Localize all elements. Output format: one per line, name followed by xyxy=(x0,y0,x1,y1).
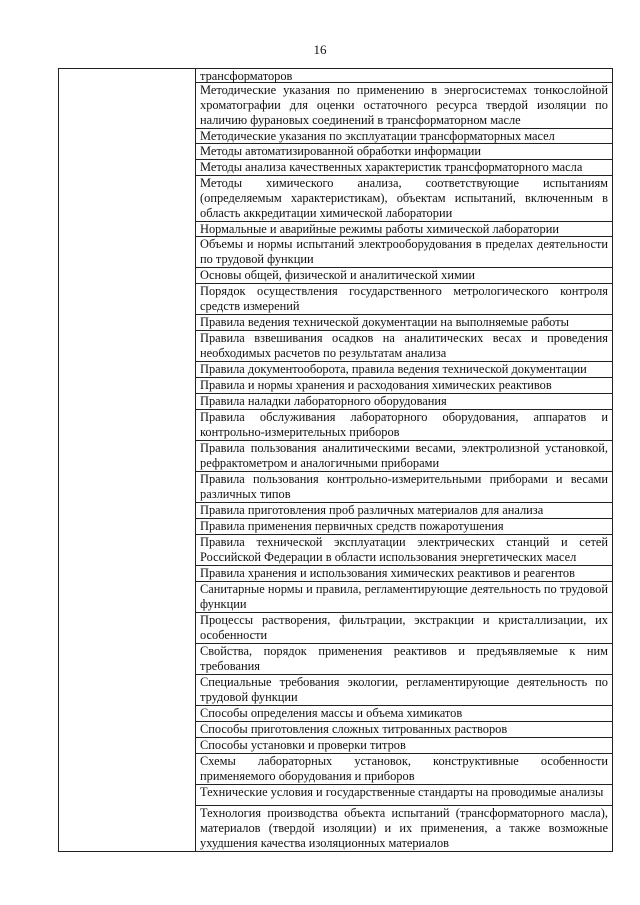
table-row: трансформаторов xyxy=(196,69,612,83)
table-row: Методы анализа качественных характеристик трансформаторного масла xyxy=(196,160,612,176)
table-label-column xyxy=(59,69,196,851)
table-row: Методические указания по эксплуатации трансформаторных масел xyxy=(196,129,612,144)
table-row: Методы автоматизированной обработки информации xyxy=(196,144,612,160)
table-row: Порядок осуществления государственного метрологического контроля средств измерений xyxy=(196,284,612,315)
table-row: Технические условия и государственные стандарты на проводимые анализы xyxy=(196,785,612,806)
table-content-column xyxy=(196,69,612,851)
table-row: Методические указания по применению в энергосистемах тонкослойной хроматографии для оценки остаточного ресурса твердой изоляции по наличию фурановых соединений в трансформаторном масле xyxy=(196,83,612,129)
table-row: Нормальные и аварийные режимы работы химической лаборатории xyxy=(196,222,612,237)
table-row: Правила приготовления проб различных материалов для анализа xyxy=(196,503,612,519)
table-row: Правила пользования аналитическими весами, электролизной установкой, рефрактометром и аналогичными приборами xyxy=(196,441,612,472)
table-row: Способы приготовления сложных титрованных растворов xyxy=(196,722,612,738)
table-row: Правила обслуживания лабораторного оборудования, аппаратов и контрольно-измерительных приборов xyxy=(196,410,612,441)
table-row: Правила документооборота, правила ведения технической документации xyxy=(196,362,612,378)
table-row: Правила и нормы хранения и расходования химических реактивов xyxy=(196,378,612,394)
table-row: Правила технической эксплуатации электрических станций и сетей Российской Федерации в области использования энергетических масел xyxy=(196,535,612,566)
table-row: Процессы растворения, фильтрации, экстракции и кристаллизации, их особенности xyxy=(196,613,612,644)
table-row: Свойства, порядок применения реактивов и предъявляемые к ним требования xyxy=(196,644,612,675)
table-row: Методы химического анализа, соответствующие испытаниям (определяемым характеристикам), объектам испытаний, включенным в область аккредитации химической лаборатории xyxy=(196,176,612,222)
table-row: Основы общей, физической и аналитической химии xyxy=(196,268,612,284)
table-row: Правила взвешивания осадков на аналитических весах и проведения необходимых расчетов по результатам анализа xyxy=(196,331,612,362)
table-row: Специальные требования экологии, регламентирующие деятельность по трудовой функции xyxy=(196,675,612,706)
table-row: Технология производства объекта испытаний (трансформаторного масла), материалов (твердой изоляции) и их применения, а также возможные ухудшения качества изоляционных материалов xyxy=(200,805,608,850)
table-row: Правила наладки лабораторного оборудования xyxy=(196,394,612,410)
page-number: 16 xyxy=(313,42,327,57)
table-row: Правила пользования контрольно-измерительными приборами и весами различных типов xyxy=(196,472,612,503)
knowledge-table xyxy=(58,68,613,852)
table-row: Способы определения массы и объема химикатов xyxy=(196,706,612,722)
table-row: Правила применения первичных средств пожаротушения xyxy=(196,519,612,535)
table-row: Способы установки и проверки титров xyxy=(196,738,612,754)
table-row: Правила хранения и использования химических реактивов и реагентов xyxy=(196,566,612,582)
table-row: Правила ведения технической документации на выполняемые работы xyxy=(196,315,612,331)
table-row: Схемы лабораторных установок, конструктивные особенности применяемого оборудования и приборов xyxy=(196,754,612,785)
table-row: Объемы и нормы испытаний электрооборудования в пределах деятельности по трудовой функции xyxy=(196,237,612,268)
table-row: Санитарные нормы и правила, регламентирующие деятельность по трудовой функции xyxy=(196,582,612,613)
